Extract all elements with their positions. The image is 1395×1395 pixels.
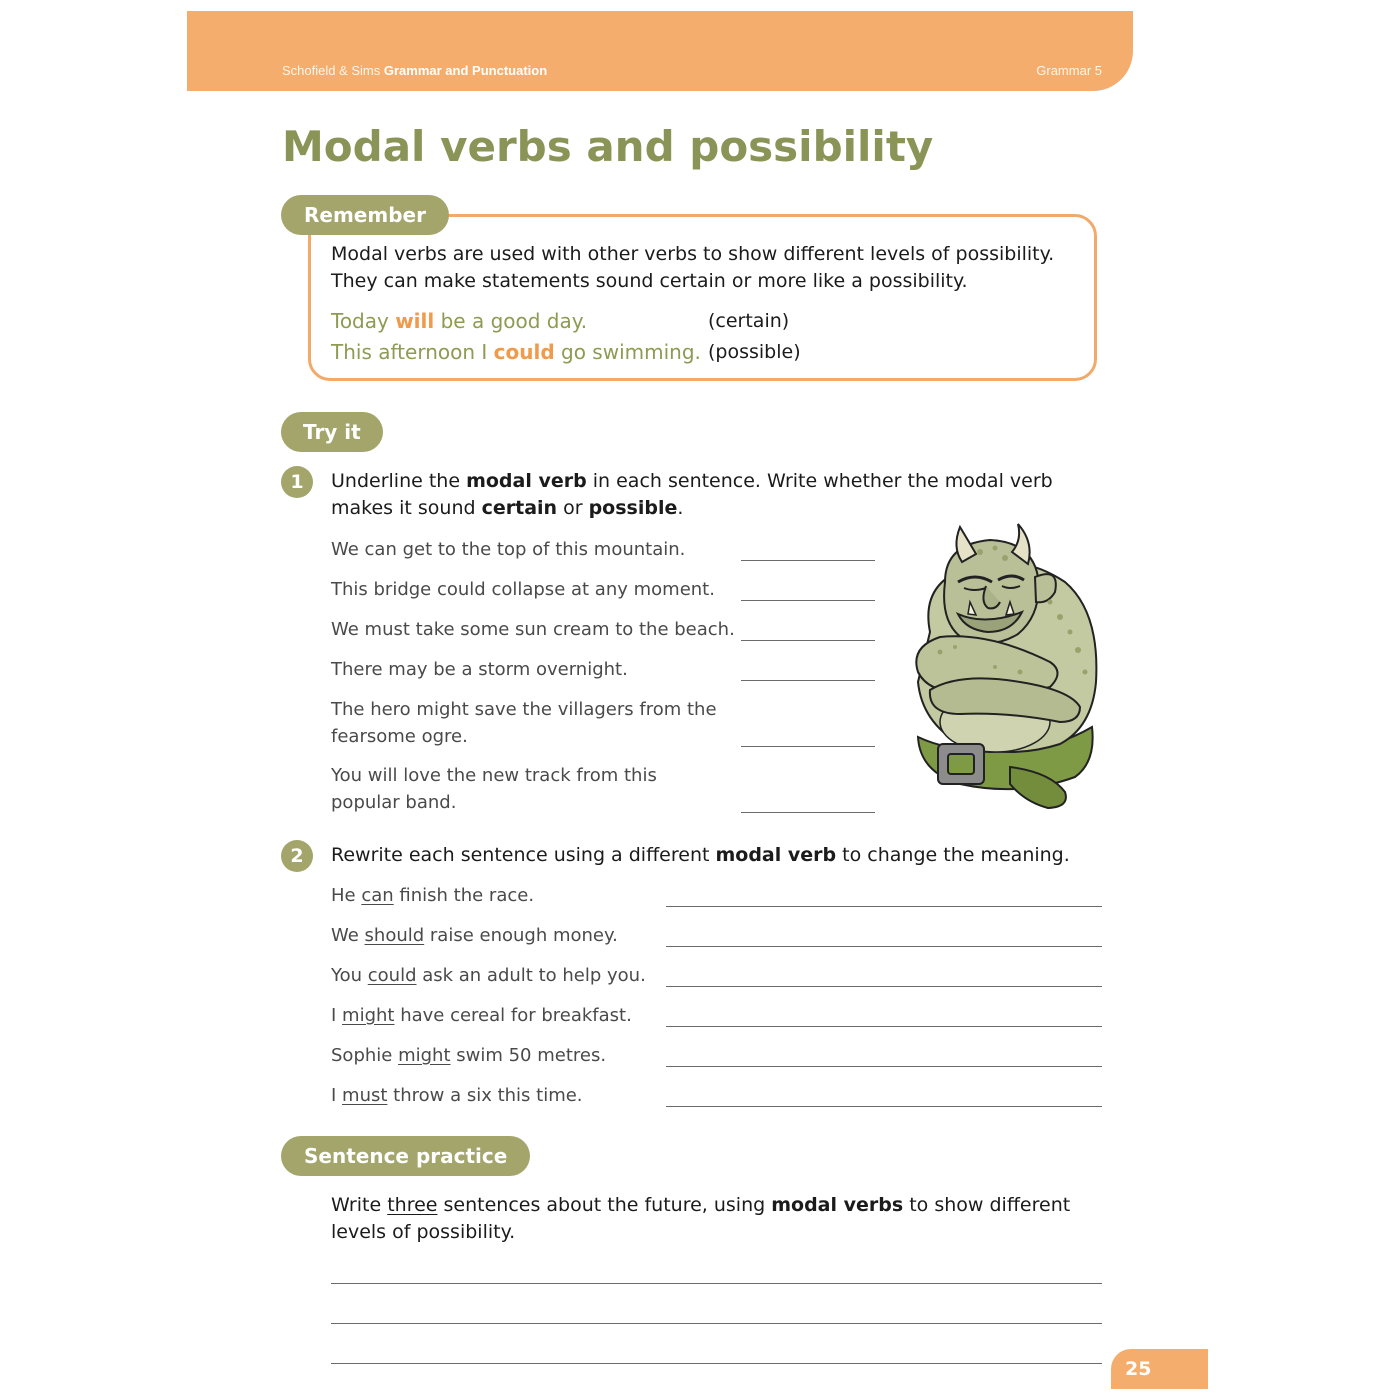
ogre-illustration <box>900 522 1105 812</box>
example-possible: This afternoon I could go swimming. <box>331 340 701 364</box>
page-number: 25 <box>1111 1349 1208 1389</box>
book-label: Grammar 5 <box>1036 63 1102 78</box>
q2-sentence: He can finish the race. <box>331 885 535 906</box>
rewrite-line[interactable] <box>666 1026 1102 1027</box>
rewrite-line[interactable] <box>666 1066 1102 1067</box>
example-possible-label: (possible) <box>708 341 801 363</box>
writing-line[interactable] <box>331 1323 1102 1324</box>
rewrite-line[interactable] <box>666 1106 1102 1107</box>
sentence-practice-line-2: levels of possibility. <box>331 1221 516 1243</box>
question-1-number: 1 <box>281 466 313 498</box>
q2-sentence: You could ask an adult to help you. <box>331 965 646 986</box>
answer-line[interactable] <box>741 640 875 641</box>
answer-line[interactable] <box>741 680 875 681</box>
remember-line-2: They can make statements sound certain or more like a possibility. <box>331 270 968 292</box>
q1-sentence: We must take some sun cream to the beach. <box>331 619 735 640</box>
question-1-line-1: Underline the modal verb in each sentence. Write whether the modal verb <box>331 470 1053 492</box>
question-1-line-2: makes it sound certain or possible. <box>331 497 684 519</box>
remember-line-1: Modal verbs are used with other verbs to show different levels of possibility. <box>331 243 1055 265</box>
answer-line[interactable] <box>741 746 875 747</box>
writing-line[interactable] <box>331 1363 1102 1364</box>
rewrite-line[interactable] <box>666 986 1102 987</box>
q1-sentence: You will love the new track from this popular band. <box>331 765 657 813</box>
q1-sentence: The hero might save the villagers from the fearsome ogre. <box>331 699 717 747</box>
example-certain: Today will be a good day. <box>331 309 588 333</box>
q2-sentence: I must throw a six this time. <box>331 1085 583 1106</box>
question-2-number: 2 <box>281 840 313 872</box>
series-title: Schofield & Sims Grammar and Punctuation <box>282 63 548 78</box>
rewrite-line[interactable] <box>666 946 1102 947</box>
remember-tab: Remember <box>281 195 449 235</box>
q1-sentence: There may be a storm overnight. <box>331 659 628 680</box>
q2-sentence: Sophie might swim 50 metres. <box>331 1045 607 1066</box>
rewrite-line[interactable] <box>666 906 1102 907</box>
q2-sentence: I might have cereal for breakfast. <box>331 1005 632 1026</box>
q1-sentence: We can get to the top of this mountain. <box>331 539 686 560</box>
page-title: Modal verbs and possibility <box>282 122 934 171</box>
q1-sentence: This bridge could collapse at any moment. <box>331 579 715 600</box>
sentence-practice-tab: Sentence practice <box>281 1136 530 1176</box>
try-it-tab: Try it <box>281 412 383 452</box>
sentence-practice-line-1: Write three sentences about the future, using modal verbs to show different <box>331 1194 1071 1216</box>
example-certain-label: (certain) <box>708 310 790 332</box>
answer-line[interactable] <box>741 560 875 561</box>
writing-line[interactable] <box>331 1283 1102 1284</box>
header-band <box>187 11 1133 91</box>
answer-line[interactable] <box>741 812 875 813</box>
answer-line[interactable] <box>741 600 875 601</box>
question-2-text: Rewrite each sentence using a different modal verb to change the meaning. <box>331 844 1070 866</box>
q2-sentence: We should raise enough money. <box>331 925 618 946</box>
